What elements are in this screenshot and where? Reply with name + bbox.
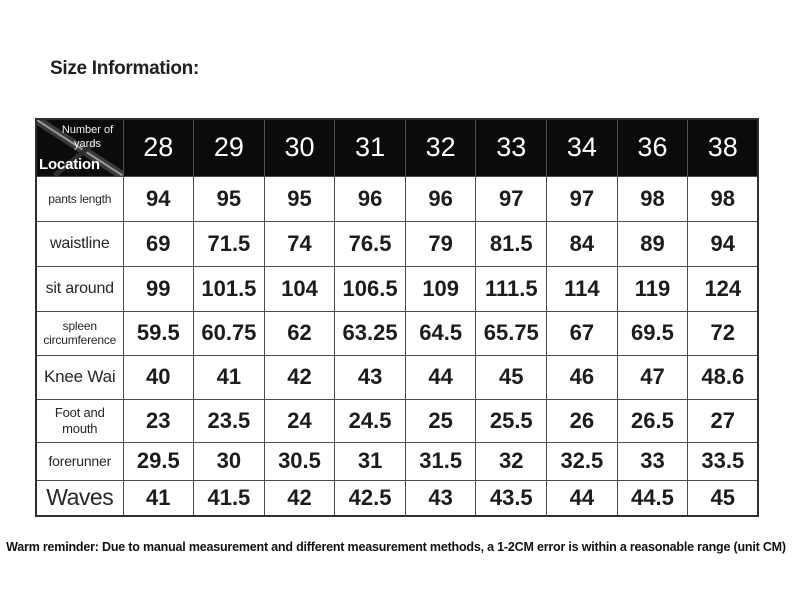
row-label: waistline	[36, 221, 123, 266]
table-row	[36, 176, 758, 221]
size-value-cell: 98	[617, 176, 688, 221]
size-value-cell: 69.5	[617, 311, 688, 355]
size-column-header: 30	[264, 119, 335, 176]
size-value-cell: 109	[405, 266, 476, 311]
size-column-header: 29	[194, 119, 265, 176]
table-row	[36, 266, 758, 311]
size-value-cell: 33	[617, 442, 688, 480]
size-value-cell: 40	[123, 355, 194, 399]
size-value-cell: 32.5	[547, 442, 618, 480]
size-value-cell: 67	[547, 311, 618, 355]
row-label: Waves	[36, 480, 123, 516]
size-value-cell: 114	[547, 266, 618, 311]
size-value-cell: 95	[264, 176, 335, 221]
size-value-cell: 25	[405, 399, 476, 442]
size-value-cell: 47	[617, 355, 688, 399]
size-value-cell: 24.5	[335, 399, 406, 442]
size-value-cell: 42	[264, 480, 335, 516]
size-value-cell: 79	[405, 221, 476, 266]
size-column-header: 31	[335, 119, 406, 176]
size-value-cell: 23	[123, 399, 194, 442]
table-row	[36, 355, 758, 399]
size-value-cell: 26.5	[617, 399, 688, 442]
size-value-cell: 94	[123, 176, 194, 221]
size-value-cell: 30	[194, 442, 265, 480]
size-value-cell: 31	[335, 442, 406, 480]
header-row	[36, 119, 758, 176]
table-row	[36, 442, 758, 480]
size-value-cell: 71.5	[194, 221, 265, 266]
size-value-cell: 62	[264, 311, 335, 355]
size-value-cell: 74	[264, 221, 335, 266]
size-value-cell: 98	[688, 176, 759, 221]
size-value-cell: 31.5	[405, 442, 476, 480]
size-value-cell: 26	[547, 399, 618, 442]
size-value-cell: 89	[617, 221, 688, 266]
table-row	[36, 399, 758, 442]
size-value-cell: 64.5	[405, 311, 476, 355]
size-value-cell: 41	[194, 355, 265, 399]
size-value-cell: 45	[688, 480, 759, 516]
size-value-cell: 81.5	[476, 221, 547, 266]
size-column-header: 33	[476, 119, 547, 176]
size-value-cell: 119	[617, 266, 688, 311]
size-value-cell: 30.5	[264, 442, 335, 480]
size-value-cell: 44	[547, 480, 618, 516]
size-column-header: 36	[617, 119, 688, 176]
size-column-header: 32	[405, 119, 476, 176]
size-value-cell: 63.25	[335, 311, 406, 355]
size-value-cell: 124	[688, 266, 759, 311]
size-value-cell: 104	[264, 266, 335, 311]
corner-label-location: Location	[39, 155, 100, 173]
size-value-cell: 44.5	[617, 480, 688, 516]
table-row	[36, 221, 758, 266]
table-row	[36, 480, 758, 516]
size-value-cell: 97	[547, 176, 618, 221]
size-column-header: 28	[123, 119, 194, 176]
size-column-header: 34	[547, 119, 618, 176]
size-value-cell: 72	[688, 311, 759, 355]
size-value-cell: 101.5	[194, 266, 265, 311]
size-value-cell: 43	[405, 480, 476, 516]
row-label: forerunner	[36, 442, 123, 480]
size-value-cell: 43.5	[476, 480, 547, 516]
row-label: Foot and mouth	[36, 399, 123, 442]
size-value-cell: 41.5	[194, 480, 265, 516]
size-value-cell: 25.5	[476, 399, 547, 442]
size-value-cell: 95	[194, 176, 265, 221]
size-table	[35, 118, 759, 517]
size-value-cell: 94	[688, 221, 759, 266]
row-label: pants length	[36, 176, 123, 221]
size-value-cell: 29.5	[123, 442, 194, 480]
size-value-cell: 65.75	[476, 311, 547, 355]
size-column-header: 38	[688, 119, 759, 176]
size-value-cell: 59.5	[123, 311, 194, 355]
row-label: spleen circumference	[36, 311, 123, 355]
size-value-cell: 44	[405, 355, 476, 399]
size-value-cell: 42.5	[335, 480, 406, 516]
row-label: sit around	[36, 266, 123, 311]
size-value-cell: 111.5	[476, 266, 547, 311]
size-value-cell: 43	[335, 355, 406, 399]
size-value-cell: 33.5	[688, 442, 759, 480]
corner-cell	[36, 119, 123, 176]
size-value-cell: 96	[405, 176, 476, 221]
size-value-cell: 46	[547, 355, 618, 399]
size-value-cell: 60.75	[194, 311, 265, 355]
table-row	[36, 311, 758, 355]
size-value-cell: 27	[688, 399, 759, 442]
size-value-cell: 48.6	[688, 355, 759, 399]
size-value-cell: 41	[123, 480, 194, 516]
page-title: Size Information:	[50, 58, 200, 79]
size-value-cell: 97	[476, 176, 547, 221]
size-value-cell: 24	[264, 399, 335, 442]
size-value-cell: 99	[123, 266, 194, 311]
size-table-body	[36, 176, 758, 516]
corner-label-number-of-yards: Number of yards	[61, 124, 114, 150]
size-value-cell: 84	[547, 221, 618, 266]
row-label: Knee Wai	[36, 355, 123, 399]
size-value-cell: 69	[123, 221, 194, 266]
size-value-cell: 42	[264, 355, 335, 399]
size-value-cell: 96	[335, 176, 406, 221]
measurement-disclaimer: Warm reminder: Due to manual measurement and different measurement methods, a 1-2CM error is within a reasonable range (unit CM)	[6, 540, 786, 554]
size-value-cell: 23.5	[194, 399, 265, 442]
size-value-cell: 76.5	[335, 221, 406, 266]
size-value-cell: 106.5	[335, 266, 406, 311]
size-value-cell: 32	[476, 442, 547, 480]
size-value-cell: 45	[476, 355, 547, 399]
